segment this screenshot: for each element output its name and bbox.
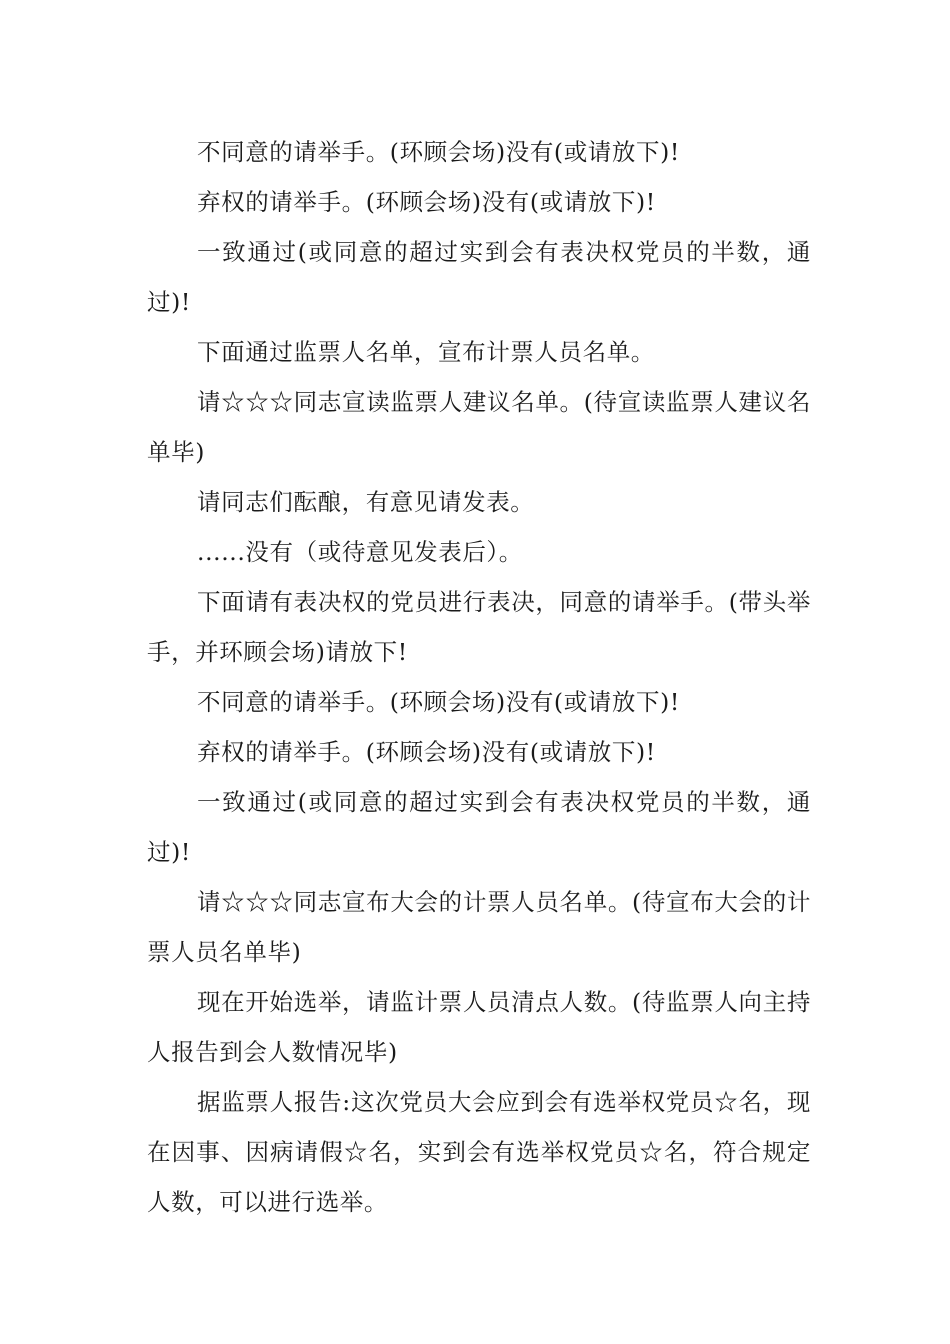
paragraph-8: 下面请有表决权的党员进行表决，同意的请举手。(带头举手，并环顾会场)请放下! [147, 588, 811, 666]
paragraph-4: 下面通过监票人名单，宣布计票人员名单。 [197, 338, 655, 366]
paragraph-10: 弃权的请举手。(环顾会场)没有(或请放下)! [197, 738, 656, 766]
paragraph-12: 请☆☆☆同志宣布大会的计票人员名单。(待宣布大会的计票人员名单毕) [147, 888, 811, 966]
paragraph-14: 据监票人报告:这次党员大会应到会有选举权党员☆名，现在因事、因病请假☆名，实到会有选举权党员☆名，符合规定人数，可以进行选举。 [147, 1088, 811, 1216]
paragraph-1: 不同意的请举手。(环顾会场)没有(或请放下)! [197, 138, 680, 166]
paragraph-11: 一致通过(或同意的超过实到会有表决权党员的半数，通过)! [147, 788, 811, 866]
document-body [147, 127, 811, 1227]
paragraph-6: 请同志们酝酿，有意见请发表。 [197, 488, 535, 516]
paragraph-7: ......没有（或待意见发表后）。 [197, 538, 523, 566]
paragraph-13: 现在开始选举，请监计票人员清点人数。(待监票人向主持人报告到会人数情况毕) [147, 988, 811, 1066]
paragraph-5: 请☆☆☆同志宣读监票人建议名单。(待宣读监票人建议名单毕) [147, 388, 811, 466]
paragraph-9: 不同意的请举手。(环顾会场)没有(或请放下)! [197, 688, 680, 716]
paragraph-2: 弃权的请举手。(环顾会场)没有(或请放下)! [197, 188, 656, 216]
paragraph-3: 一致通过(或同意的超过实到会有表决权党员的半数，通过)! [147, 238, 811, 316]
